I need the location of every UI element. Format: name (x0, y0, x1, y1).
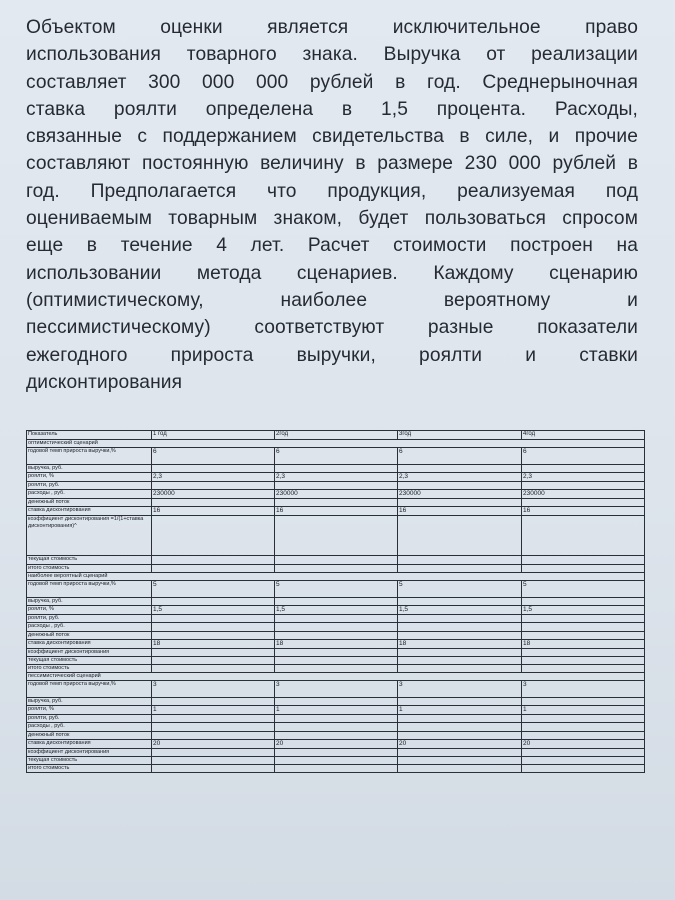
value-cell (152, 516, 275, 556)
value-cell (275, 516, 398, 556)
table-row (27, 665, 645, 673)
value-cell (398, 749, 522, 757)
value-cell (275, 765, 398, 773)
row-label: роялти, % (27, 473, 152, 482)
value-cell (152, 698, 275, 706)
value-cell (398, 657, 522, 665)
value-cell (275, 715, 398, 723)
value-cell (152, 723, 275, 732)
value-cell (522, 657, 645, 665)
value-cell: 3 (275, 681, 398, 698)
value-cell (275, 698, 398, 706)
table-row (27, 649, 645, 657)
value-cell: 1 (275, 706, 398, 715)
table-row (27, 565, 645, 573)
scenario-title-row (27, 573, 645, 581)
value-cell: 5 (398, 581, 522, 598)
row-label: итого стоимость (27, 765, 152, 773)
value-cell: 6 (522, 448, 645, 465)
table-row (27, 715, 645, 723)
row-label: ставка дисконтирования (27, 640, 152, 649)
header-cell: 1 год (152, 431, 275, 440)
value-cell (522, 665, 645, 673)
value-cell (522, 516, 645, 556)
value-cell: 16 (522, 507, 645, 516)
row-label: денежный поток (27, 732, 152, 740)
value-cell (398, 556, 522, 565)
value-cell: 18 (152, 640, 275, 649)
value-cell (152, 482, 275, 490)
value-cell: 3 (398, 681, 522, 698)
value-cell (275, 565, 398, 573)
table-row (27, 615, 645, 623)
value-cell (398, 482, 522, 490)
value-cell: 5 (152, 581, 275, 598)
table-row (27, 732, 645, 740)
scenario-title: наиболее вероятный сценарий (27, 573, 645, 581)
row-label: годовой темп прироста выручки,% (27, 448, 152, 465)
row-label: выручка, руб. (27, 465, 152, 473)
row-label: итого стоимость (27, 665, 152, 673)
table-row (27, 698, 645, 706)
value-cell: 1,5 (398, 606, 522, 615)
value-cell (398, 565, 522, 573)
value-cell (152, 757, 275, 765)
text-line: еще в течение 4 лет. Расчет стоимости построен на (26, 235, 638, 257)
value-cell (152, 649, 275, 657)
value-cell (398, 623, 522, 632)
value-cell: 2,3 (522, 473, 645, 482)
row-label: текущая стоимость (27, 657, 152, 665)
value-cell: 18 (398, 640, 522, 649)
value-cell (275, 732, 398, 740)
value-cell: 1 (152, 706, 275, 715)
value-cell (522, 715, 645, 723)
value-cell (152, 615, 275, 623)
text-line: ежегодного прироста выручки, роялти и ставки (26, 344, 638, 366)
value-cell (398, 698, 522, 706)
value-cell (152, 749, 275, 757)
value-cell (275, 632, 398, 640)
header-cell: 3год (398, 431, 522, 440)
table-row (27, 473, 645, 482)
value-cell (152, 499, 275, 507)
value-cell (275, 482, 398, 490)
problem-text (26, 14, 638, 396)
table-row (27, 632, 645, 640)
value-cell: 1 (398, 706, 522, 715)
value-cell (152, 765, 275, 773)
value-cell: 230000 (152, 490, 275, 499)
text-line: оцениваемым товарным знаком, будет пользоваться спросом (26, 208, 638, 230)
text-line: использовании метода сценариев. Каждому сценарию (26, 262, 638, 284)
value-cell (152, 665, 275, 673)
value-cell (398, 765, 522, 773)
row-label: роялти, руб. (27, 715, 152, 723)
value-cell (398, 649, 522, 657)
text-line: пессимистическому) соответствуют разные показатели (26, 317, 638, 339)
value-cell (152, 715, 275, 723)
row-label: текущая стоимость (27, 757, 152, 765)
value-cell (152, 732, 275, 740)
table-row (27, 482, 645, 490)
row-label: годовой темп прироста выручки,% (27, 581, 152, 598)
value-cell: 18 (275, 640, 398, 649)
value-cell (522, 765, 645, 773)
value-cell (398, 465, 522, 473)
value-cell: 6 (275, 448, 398, 465)
row-label: роялти, руб. (27, 482, 152, 490)
row-label: роялти, руб. (27, 615, 152, 623)
value-cell (522, 632, 645, 640)
text-line: Объектом оценки является исключительное право (26, 17, 638, 38)
value-cell (522, 615, 645, 623)
scenario-title: пессимистический сценарий (27, 673, 645, 681)
text-line: использования товарного знака. Выручка от реализации (26, 44, 638, 66)
value-cell: 3 (522, 681, 645, 698)
row-label: роялти, % (27, 606, 152, 615)
value-cell (398, 499, 522, 507)
row-label: годовой темп прироста выручки,% (27, 681, 152, 698)
value-cell (275, 657, 398, 665)
value-cell (275, 499, 398, 507)
value-cell (398, 598, 522, 606)
value-cell (152, 556, 275, 565)
value-cell (522, 732, 645, 740)
value-cell (275, 556, 398, 565)
row-label: расходы , руб. (27, 623, 152, 632)
row-label: ставка дисконтирования (27, 507, 152, 516)
text-line: год. Предполагается что продукция, реализуемая под (26, 180, 638, 202)
row-label: выручка, руб. (27, 698, 152, 706)
table-row (27, 723, 645, 732)
value-cell (398, 715, 522, 723)
table-row (27, 749, 645, 757)
value-cell: 2,3 (275, 473, 398, 482)
value-cell (152, 623, 275, 632)
row-label: роялти, % (27, 706, 152, 715)
table-row (27, 499, 645, 507)
value-cell (275, 623, 398, 632)
value-cell: 2,3 (152, 473, 275, 482)
table-row (27, 657, 645, 665)
value-cell (522, 749, 645, 757)
value-cell (152, 632, 275, 640)
row-label: расходы , руб. (27, 490, 152, 499)
value-cell: 20 (152, 740, 275, 749)
text-line: составляют постоянную величину в размере 230 000 рублей в (26, 153, 638, 175)
table-row (27, 556, 645, 565)
table-row (27, 465, 645, 473)
value-cell (398, 615, 522, 623)
value-cell (522, 723, 645, 732)
value-cell (398, 665, 522, 673)
header-cell: Показатель (27, 431, 152, 440)
value-cell: 230000 (275, 490, 398, 499)
text-line: ставка роялти определена в 1,5 процента. Расходы, (26, 98, 638, 120)
value-cell (152, 598, 275, 606)
header-cell: 2год (275, 431, 398, 440)
table-header-row (27, 431, 645, 440)
value-cell (275, 665, 398, 673)
value-cell (398, 516, 522, 556)
table-row (27, 581, 645, 598)
value-cell (522, 482, 645, 490)
text-line: составляет 300 000 000 рублей в год. Среднерыночная (26, 71, 638, 93)
row-label: коэффициент дисконтирования =1/(1+ставка дисконтирования)^ (27, 516, 152, 556)
value-cell (522, 499, 645, 507)
row-label: коэффициент дисконтирования (27, 649, 152, 657)
table-row (27, 507, 645, 516)
table-row (27, 623, 645, 632)
value-cell: 6 (152, 448, 275, 465)
valuation-table (26, 430, 645, 773)
table-row (27, 765, 645, 773)
value-cell: 20 (275, 740, 398, 749)
value-cell: 3 (152, 681, 275, 698)
row-label: расходы , руб. (27, 723, 152, 732)
row-label: выручка, руб. (27, 598, 152, 606)
value-cell: 5 (522, 581, 645, 598)
row-label: итого стоимость (27, 565, 152, 573)
value-cell (522, 465, 645, 473)
value-cell (152, 565, 275, 573)
value-cell: 20 (522, 740, 645, 749)
table-row (27, 706, 645, 715)
value-cell: 1,5 (275, 606, 398, 615)
value-cell (522, 556, 645, 565)
value-cell: 230000 (398, 490, 522, 499)
value-cell: 16 (398, 507, 522, 516)
table-row (27, 598, 645, 606)
row-label: денежный поток (27, 499, 152, 507)
value-cell (152, 657, 275, 665)
row-label: текущая стоимость (27, 556, 152, 565)
table-row (27, 490, 645, 499)
header-cell: 4год (522, 431, 645, 440)
table-row (27, 448, 645, 465)
value-cell (522, 598, 645, 606)
table-row (27, 740, 645, 749)
value-cell: 16 (275, 507, 398, 516)
value-cell (275, 757, 398, 765)
value-cell: 6 (398, 448, 522, 465)
value-cell: 5 (275, 581, 398, 598)
value-cell: 18 (522, 640, 645, 649)
value-cell (522, 757, 645, 765)
value-cell: 16 (152, 507, 275, 516)
value-cell (398, 723, 522, 732)
value-cell (275, 749, 398, 757)
value-cell (275, 649, 398, 657)
scenario-title-row (27, 673, 645, 681)
row-label: денежный поток (27, 632, 152, 640)
table-row (27, 640, 645, 649)
value-cell (522, 698, 645, 706)
text-line: связанные с поддержанием свидетельства в силе, и прочие (26, 126, 638, 148)
table-row (27, 757, 645, 765)
value-cell (275, 465, 398, 473)
value-cell (398, 732, 522, 740)
value-cell (152, 465, 275, 473)
row-label: коэффициент дисконтирования (27, 749, 152, 757)
value-cell (398, 632, 522, 640)
scenario-title-row (27, 440, 645, 448)
scenario-title: оптимистический сценарий (27, 440, 645, 448)
value-cell (275, 615, 398, 623)
table-row (27, 681, 645, 698)
value-cell (522, 649, 645, 657)
value-cell: 20 (398, 740, 522, 749)
row-label: ставка дисконтирования (27, 740, 152, 749)
value-cell (275, 723, 398, 732)
value-cell (398, 757, 522, 765)
text-line: дисконтирования (26, 371, 183, 393)
value-cell: 230000 (522, 490, 645, 499)
value-cell: 2,3 (398, 473, 522, 482)
table-row (27, 606, 645, 615)
value-cell: 1,5 (522, 606, 645, 615)
text-line: (оптимистическому, наиболее вероятному и (26, 289, 638, 311)
value-cell (522, 623, 645, 632)
value-cell (275, 598, 398, 606)
table-row (27, 516, 645, 556)
value-cell: 1 (522, 706, 645, 715)
value-cell (522, 565, 645, 573)
value-cell: 1,5 (152, 606, 275, 615)
